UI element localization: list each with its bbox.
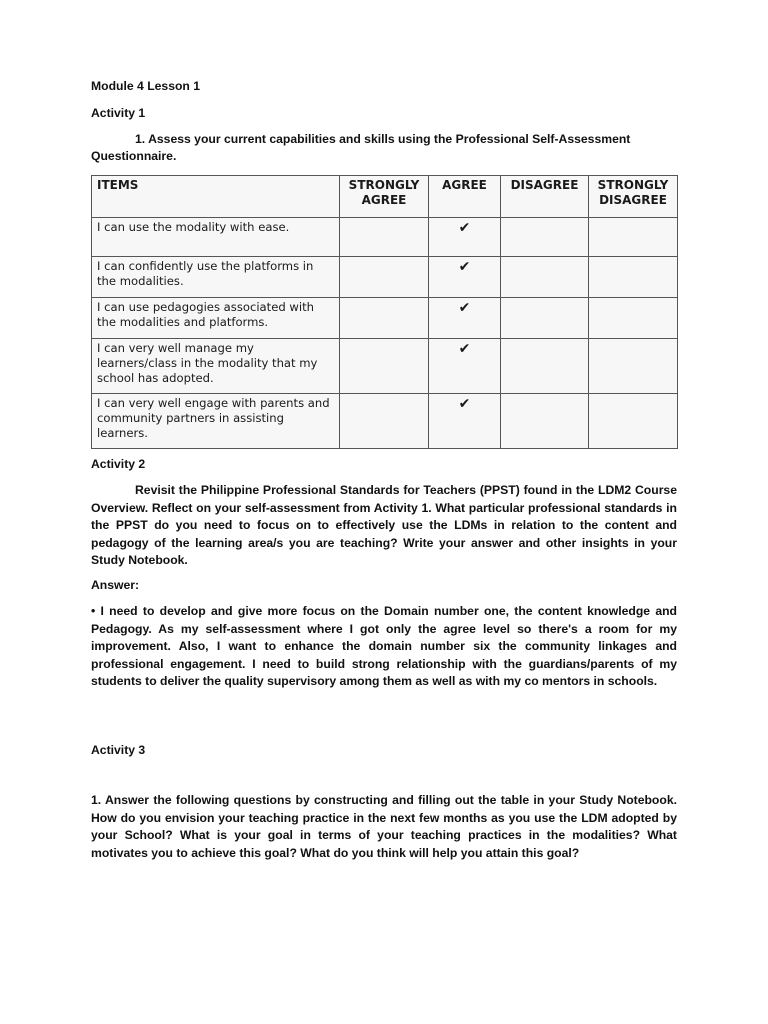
cell-strongly-disagree (589, 298, 678, 339)
cell-strongly-disagree (589, 394, 678, 449)
table-row (92, 394, 678, 449)
cell-strongly-disagree (589, 339, 678, 394)
cell-strongly-agree (340, 257, 429, 298)
activity-1-instruction-line2: Questionnaire. (91, 149, 177, 163)
check-icon: ✔ (458, 341, 471, 357)
cell-strongly-agree (340, 394, 429, 449)
cell-strongly-agree (340, 298, 429, 339)
self-assessment-table-image (91, 175, 677, 449)
header-strongly-disagree-line2: DISAGREE (599, 192, 667, 207)
table-row (92, 257, 678, 298)
check-icon: ✔ (458, 220, 471, 236)
answer-label: Answer: (91, 578, 140, 592)
activity-2-title: Activity 2 (91, 457, 146, 471)
table-row (92, 298, 678, 339)
cell-agree (429, 298, 501, 339)
cell-agree (429, 394, 501, 449)
activity-1-title: Activity 1 (91, 106, 146, 120)
cell-strongly-agree (340, 339, 429, 394)
cell-disagree (501, 298, 589, 339)
header-strongly-disagree-line1: STRONGLY (597, 178, 669, 192)
header-items: ITEMS (92, 176, 340, 218)
row-item-text: I can use the modality with ease. (92, 218, 340, 257)
cell-strongly-disagree (589, 257, 678, 298)
row-item-text: I can use pedagogies associated with the modalities and platforms. (92, 298, 340, 339)
header-strongly-agree-line1: STRONGLY (348, 178, 420, 192)
module-heading: Module 4 Lesson 1 (91, 79, 201, 93)
header-strongly-disagree (589, 176, 678, 218)
cell-strongly-agree (340, 218, 429, 257)
row-item-text: I can very well engage with parents and community partners in assisting learners. (92, 394, 340, 449)
cell-agree (429, 218, 501, 257)
header-strongly-agree-line2: AGREE (361, 192, 407, 207)
activity-1-instruction-line1: 1. Assess your current capabilities and skills using the Professional Self-Assessment (135, 132, 631, 146)
row-item-text: I can confidently use the platforms in the modalities. (92, 257, 340, 298)
cell-strongly-disagree (589, 218, 678, 257)
self-assessment-table (91, 175, 678, 449)
activity-2-answer: • I need to develop and give more focus on the Domain number one, the content knowledge and Pedagogy. As my self-assessment where I got only the agree level so there's a room for my improvement. Also, I want to enhance the domain number six the community linkages and professional engagement. I need to build strong relationship with the guardians/parents of my students to deliver the quality supervisory among them as well as with my co mentors in schools. (91, 604, 677, 689)
check-icon: ✔ (458, 300, 471, 316)
header-agree: AGREE (429, 176, 501, 218)
check-icon: ✔ (458, 259, 471, 275)
activity-3-prompt: 1. Answer the following questions by constructing and filling out the table in your Study Notebook. How do you envision your teaching practice in the next few months as you use the LDM adopted by your School? What is your goal in terms of your teaching practices in the modalities? What motivates you to achieve this goal? What do you think will help you attain this goal? (91, 793, 677, 860)
table-row (92, 218, 678, 257)
check-icon: ✔ (458, 396, 471, 412)
activity-2-prompt: Revisit the Philippine Professional Standards for Teachers (PPST) found in the LDM2 Course Overview. Reflect on your self-assessment from Activity 1. What particular professional standards in the PPST do you need to focus on to effectively use the LDMs in relation to the content and pedagogy of the learning area/s you are teaching? Write your answer and other insights in your Study Notebook. (91, 483, 677, 568)
row-item-text: I can very well manage my learners/class in the modality that my school has adopted. (92, 339, 340, 394)
cell-disagree (501, 257, 589, 298)
cell-agree (429, 339, 501, 394)
cell-disagree (501, 394, 589, 449)
cell-disagree (501, 218, 589, 257)
header-strongly-agree (340, 176, 429, 218)
cell-agree (429, 257, 501, 298)
activity-3-title: Activity 3 (91, 743, 146, 757)
table-row (92, 339, 678, 394)
header-disagree: DISAGREE (501, 176, 589, 218)
cell-disagree (501, 339, 589, 394)
